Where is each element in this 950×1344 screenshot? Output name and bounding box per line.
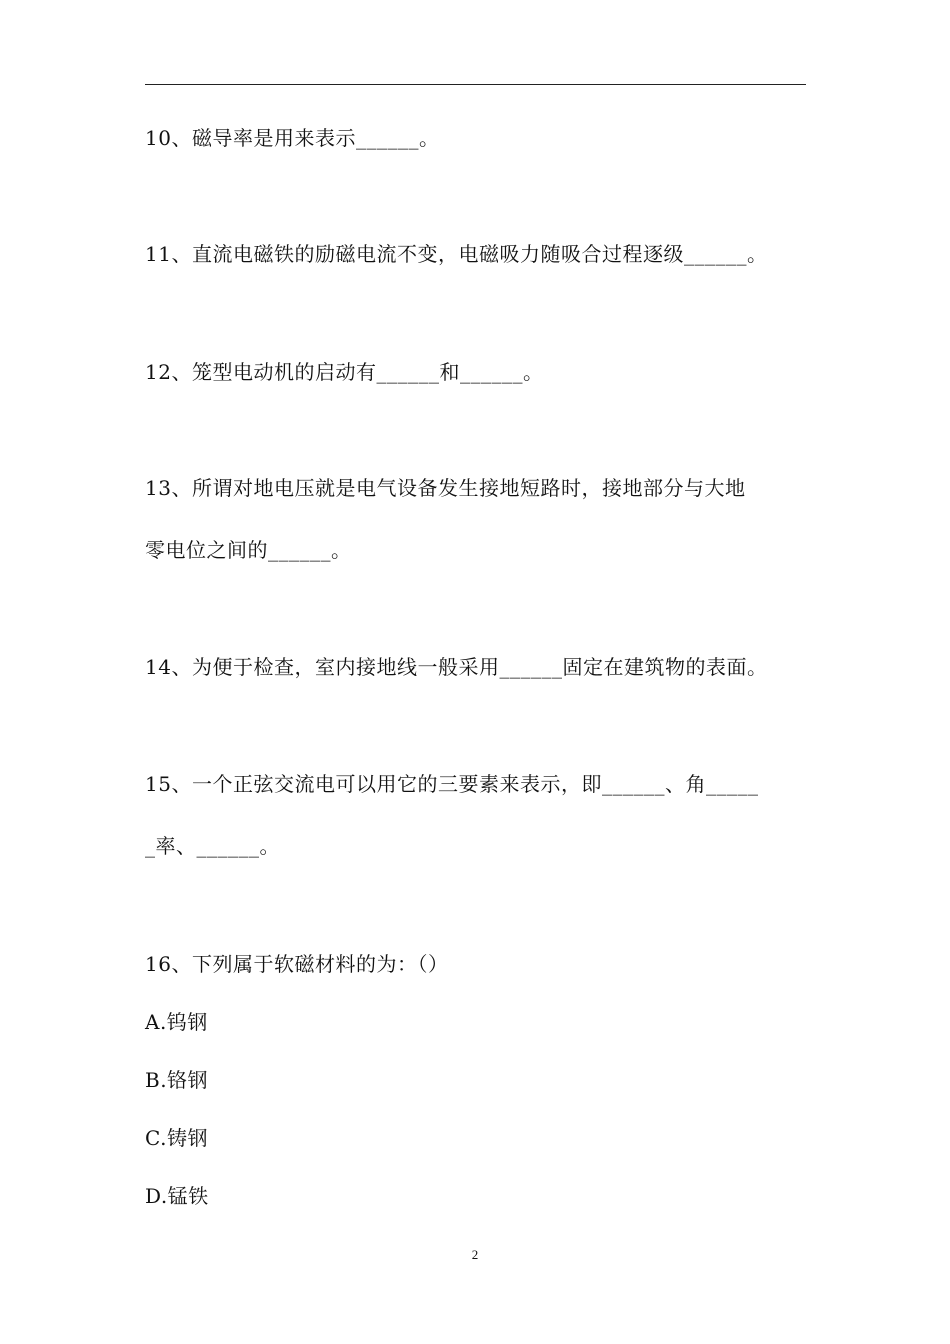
header-rule (145, 84, 806, 85)
question-15-line-1: 15、一个正弦交流电可以用它的三要素来表示，即______、角_____ (145, 772, 759, 796)
option-a: A.钨钢 (145, 1010, 208, 1034)
question-15-line-2: _率、______。 (145, 834, 280, 858)
page-number: 2 (471, 1247, 479, 1262)
option-b: B.铬钢 (145, 1068, 209, 1092)
question-14: 14、为便于检查，室内接地线一般采用______固定在建筑物的表面。 (145, 655, 768, 679)
question-12: 12、笼型电动机的启动有______和______。 (145, 360, 544, 384)
question-13-line-2: 零电位之间的______。 (145, 538, 352, 562)
question-11: 11、直流电磁铁的励磁电流不变，电磁吸力随吸合过程逐级______。 (145, 242, 768, 266)
question-16-stem: 16、下列属于软磁材料的为：（） (145, 952, 449, 976)
question-13-line-1: 13、所谓对地电压就是电气设备发生接地短路时，接地部分与大地 (145, 476, 746, 500)
option-c: C.铸钢 (145, 1126, 208, 1150)
option-d: D.锰铁 (145, 1184, 209, 1208)
question-10: 10、磁导率是用来表示______。 (145, 126, 440, 150)
